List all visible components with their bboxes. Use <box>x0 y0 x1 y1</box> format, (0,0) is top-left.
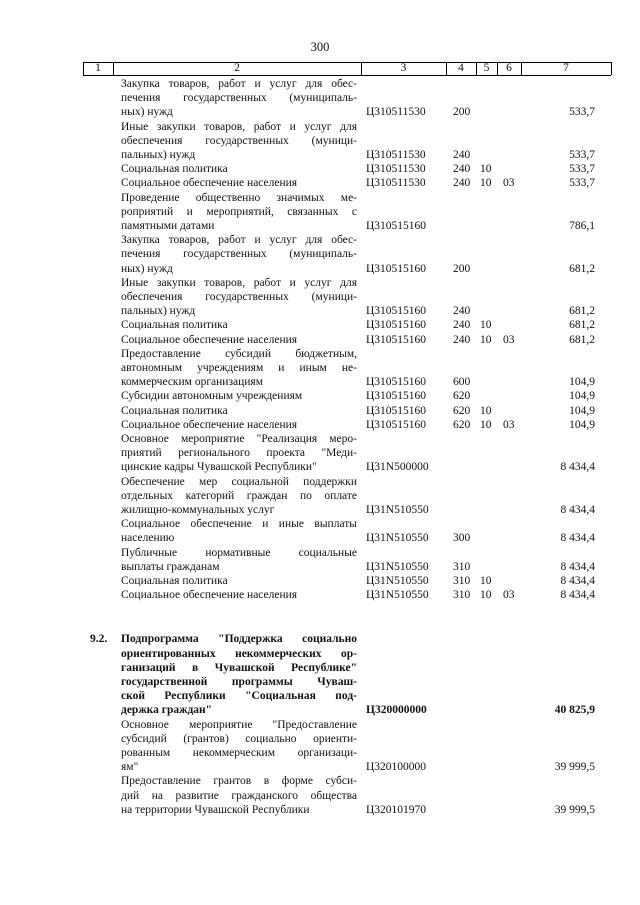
amount: 8 434,4 <box>560 532 595 545</box>
row-name-line: Иные закупки товаров, работ и услуг для <box>121 276 357 289</box>
header-col-2: 2 <box>234 62 240 74</box>
amount: 39 999,5 <box>554 803 595 816</box>
row-name-line: выплаты гражданам <box>121 560 220 573</box>
subsection: 03 <box>503 589 515 602</box>
row-name <box>121 233 357 276</box>
target-article-code: Ц310515160 <box>366 305 427 318</box>
amount: 786,1 <box>569 219 595 232</box>
expense-type: 240 <box>453 333 471 346</box>
expense-type: 200 <box>453 262 471 275</box>
row-name-line: приятий регионального проекта "Меди- <box>121 447 357 460</box>
row-name <box>121 546 357 574</box>
expense-type: 300 <box>453 532 471 545</box>
row-name-line: пальных) нужд <box>121 148 196 161</box>
amount: 533,7 <box>569 148 595 161</box>
row-name-line: Иные закупки товаров, работ и услуг для <box>121 120 357 133</box>
expense-type: 200 <box>453 106 471 119</box>
target-article-code: Ц320000000 <box>366 704 427 717</box>
row-name-line: держка граждан" <box>121 704 213 717</box>
header-col-5: 5 <box>483 62 490 74</box>
subsection: 03 <box>503 177 515 190</box>
row-name-line: Предоставление субсидий бюджетным, <box>121 347 357 360</box>
amount: 533,7 <box>569 163 595 176</box>
target-article-code: Ц310515160 <box>366 333 427 346</box>
table-row <box>0 432 640 475</box>
row-name-line: печения государственных (муниципаль- <box>121 92 357 105</box>
table-row <box>0 404 640 418</box>
row-name <box>121 276 357 319</box>
amount: 104,9 <box>569 404 595 417</box>
row-name-line: обеспечения государственных (муници- <box>121 134 357 147</box>
target-article-code: Ц310515160 <box>366 404 427 417</box>
row-name-line: цинские кадры Чувашской Республики" <box>121 461 317 474</box>
target-article-code: Ц31N500000 <box>366 461 429 474</box>
row-name-line: на территории Чувашской Республики <box>121 803 310 816</box>
page-number: 300 <box>310 40 330 54</box>
row-name-line: дий на развитие гражданского общества <box>121 789 357 802</box>
row-name <box>121 588 357 602</box>
row-name-line: Субсидии автономным учреждениям <box>121 390 303 403</box>
section: 10 <box>480 163 492 176</box>
amount: 681,2 <box>569 333 595 346</box>
row-name-line: Проведение общественно значимых ме- <box>121 191 357 204</box>
row-name <box>121 333 357 347</box>
row-name <box>121 318 357 332</box>
row-name-line: государственной программы Чуваш- <box>121 675 357 688</box>
row-name-line: отдельных категорий граждан по оплате <box>121 489 357 502</box>
row-name-line: ям" <box>121 761 139 774</box>
row-name-line: обеспечения государственных (муници- <box>121 290 357 303</box>
row-name-line: ской Республики "Социальная под- <box>121 690 357 703</box>
section: 10 <box>480 177 492 190</box>
row-name-line: коммерческим организациям <box>121 376 263 389</box>
target-article-code: Ц310511530 <box>366 148 426 161</box>
target-article-code: Ц310511530 <box>366 177 426 190</box>
row-name-line: Социальное обеспечение населения <box>121 418 298 431</box>
row-name <box>121 347 357 390</box>
table-row <box>0 588 640 602</box>
row-name <box>121 718 357 775</box>
amount: 104,9 <box>569 418 595 431</box>
amount: 8 434,4 <box>560 575 595 587</box>
table-row <box>0 632 640 717</box>
target-article-code: Ц31N510550 <box>366 589 429 602</box>
row-name <box>121 774 357 817</box>
row-name-line: ных) нужд <box>121 106 173 119</box>
table-row <box>0 176 640 190</box>
row-name-line: Закупка товаров, работ и услуг для обес- <box>121 234 357 247</box>
row-name-line: жилищно-коммунальных услуг <box>121 503 275 516</box>
row-name-line: Основное мероприятие "Предоставление <box>121 718 357 731</box>
row-name <box>121 120 357 163</box>
table-row <box>0 517 640 545</box>
table-row <box>0 233 640 276</box>
row-name-line: Закупка товаров, работ и услуг для обес- <box>121 78 357 90</box>
table-row <box>0 574 640 588</box>
expense-type: 240 <box>453 163 471 176</box>
row-name-line: населению <box>121 532 175 545</box>
expense-type: 600 <box>453 376 471 389</box>
expense-type: 620 <box>453 404 471 417</box>
amount: 8 434,4 <box>560 589 595 602</box>
row-name <box>121 162 357 176</box>
row-name <box>121 191 357 234</box>
row-name <box>121 574 357 588</box>
row-name-line: Предоставление грантов в форме субси- <box>121 775 357 788</box>
row-name-line: пальных) нужд <box>121 305 196 318</box>
target-article-code: Ц310515160 <box>366 319 427 332</box>
expense-type: 240 <box>453 305 471 318</box>
target-article-code: Ц31N510550 <box>366 575 429 587</box>
row-name-line: ориентированных некоммерческих ор- <box>121 647 357 660</box>
expense-type: 620 <box>453 418 471 431</box>
amount: 681,2 <box>569 262 595 275</box>
row-name-line: печения государственных (муниципаль- <box>121 248 357 261</box>
row-name-line: Социальная политика <box>121 404 228 417</box>
table-row <box>0 718 640 775</box>
row-name-line: Социальное обеспечение населения <box>121 177 298 190</box>
target-article-code: Ц320100000 <box>366 761 427 774</box>
row-name-line: Социальное обеспечение и иные выплаты <box>121 518 357 531</box>
row-name-line: Социальная политика <box>121 319 228 332</box>
row-name-line: Обеспечение мер социальной поддержки <box>121 475 357 488</box>
expense-type: 620 <box>453 390 471 403</box>
expense-type: 310 <box>453 589 471 602</box>
row-name-line: Социальная политика <box>121 163 228 176</box>
table-row <box>0 475 640 518</box>
table-row <box>0 162 640 176</box>
amount: 533,7 <box>569 106 595 119</box>
section: 10 <box>480 575 492 587</box>
section: 10 <box>480 418 492 431</box>
row-name <box>121 176 357 190</box>
header-col-3: 3 <box>400 62 407 74</box>
row-name <box>121 432 357 475</box>
amount: 533,7 <box>569 177 595 190</box>
row-name <box>121 404 357 418</box>
amount: 681,2 <box>569 319 595 332</box>
row-name-line: Социальная политика <box>121 575 228 587</box>
target-article-code: Ц310515160 <box>366 390 427 403</box>
table-row <box>0 276 640 319</box>
amount: 104,9 <box>569 390 595 403</box>
table-row <box>0 546 640 574</box>
table-row <box>0 333 640 347</box>
amount: 40 825,9 <box>554 704 595 717</box>
target-article-code: Ц310515160 <box>366 376 427 389</box>
target-article-code: Ц310515160 <box>366 219 427 232</box>
target-article-code: Ц310511530 <box>366 106 426 119</box>
row-name-line: роприятий и мероприятий, связанных с <box>121 205 357 218</box>
expense-type: 310 <box>453 575 471 587</box>
row-name-line: Основное мероприятие "Реализация меро- <box>121 433 357 445</box>
row-name-line: Социальное обеспечение населения <box>121 333 298 346</box>
row-name-line: Подпрограмма "Поддержка социально <box>121 633 357 646</box>
row-number: 9.2. <box>90 633 108 646</box>
row-name <box>121 517 357 545</box>
table-row <box>0 191 640 234</box>
row-name <box>121 389 357 403</box>
header-col-4: 4 <box>458 62 464 74</box>
header-col-1: 1 <box>95 62 101 74</box>
amount: 8 434,4 <box>560 461 595 474</box>
row-name-line: ганизаций в Чувашской Республике" <box>121 661 357 674</box>
header-col-6: 6 <box>506 62 512 74</box>
section: 10 <box>480 589 492 602</box>
target-article-code: Ц310515160 <box>366 418 427 431</box>
row-name-line: Социальное обеспечение населения <box>121 589 298 602</box>
row-name-line: рованным некоммерческим организаци- <box>121 746 357 759</box>
section: 10 <box>480 333 492 346</box>
target-article-code: Ц310511530 <box>366 163 426 176</box>
target-article-code: Ц310515160 <box>366 262 427 275</box>
expense-type: 310 <box>453 560 471 573</box>
row-name <box>121 632 357 717</box>
target-article-code: Ц31N510550 <box>366 560 429 573</box>
amount: 8 434,4 <box>560 503 595 516</box>
table-header-bottom-line <box>83 75 611 76</box>
row-name-line: автономным учреждениям и иным не- <box>121 361 357 374</box>
table-row <box>0 77 640 120</box>
section: 10 <box>480 404 492 417</box>
expense-type: 240 <box>453 148 471 161</box>
target-article-code: Ц320101970 <box>366 803 427 816</box>
subsection: 03 <box>503 333 515 346</box>
header-col-7: 7 <box>563 62 569 74</box>
target-article-code: Ц31N510550 <box>366 503 429 516</box>
amount: 681,2 <box>569 305 595 318</box>
table-row <box>0 120 640 163</box>
table-row <box>0 389 640 403</box>
amount: 104,9 <box>569 376 595 389</box>
target-article-code: Ц31N510550 <box>366 532 429 545</box>
table-row <box>0 418 640 432</box>
amount: 8 434,4 <box>560 560 595 573</box>
row-name <box>121 418 357 432</box>
subsection: 03 <box>503 418 515 431</box>
header-divider <box>611 62 612 75</box>
expense-type: 240 <box>453 177 471 190</box>
amount: 39 999,5 <box>554 761 595 774</box>
table-row <box>0 774 640 817</box>
expense-type: 240 <box>453 319 471 332</box>
row-name-line: ных) нужд <box>121 262 173 275</box>
row-name-line: Публичные нормативные социальные <box>121 546 357 559</box>
table-row <box>0 318 640 332</box>
row-name <box>121 77 357 120</box>
section: 10 <box>480 319 492 332</box>
table-row <box>0 347 640 390</box>
row-name-line: субсидий (грантов) социально ориенти- <box>121 732 357 745</box>
row-name <box>121 475 357 518</box>
row-name-line: памятными датами <box>121 219 215 232</box>
